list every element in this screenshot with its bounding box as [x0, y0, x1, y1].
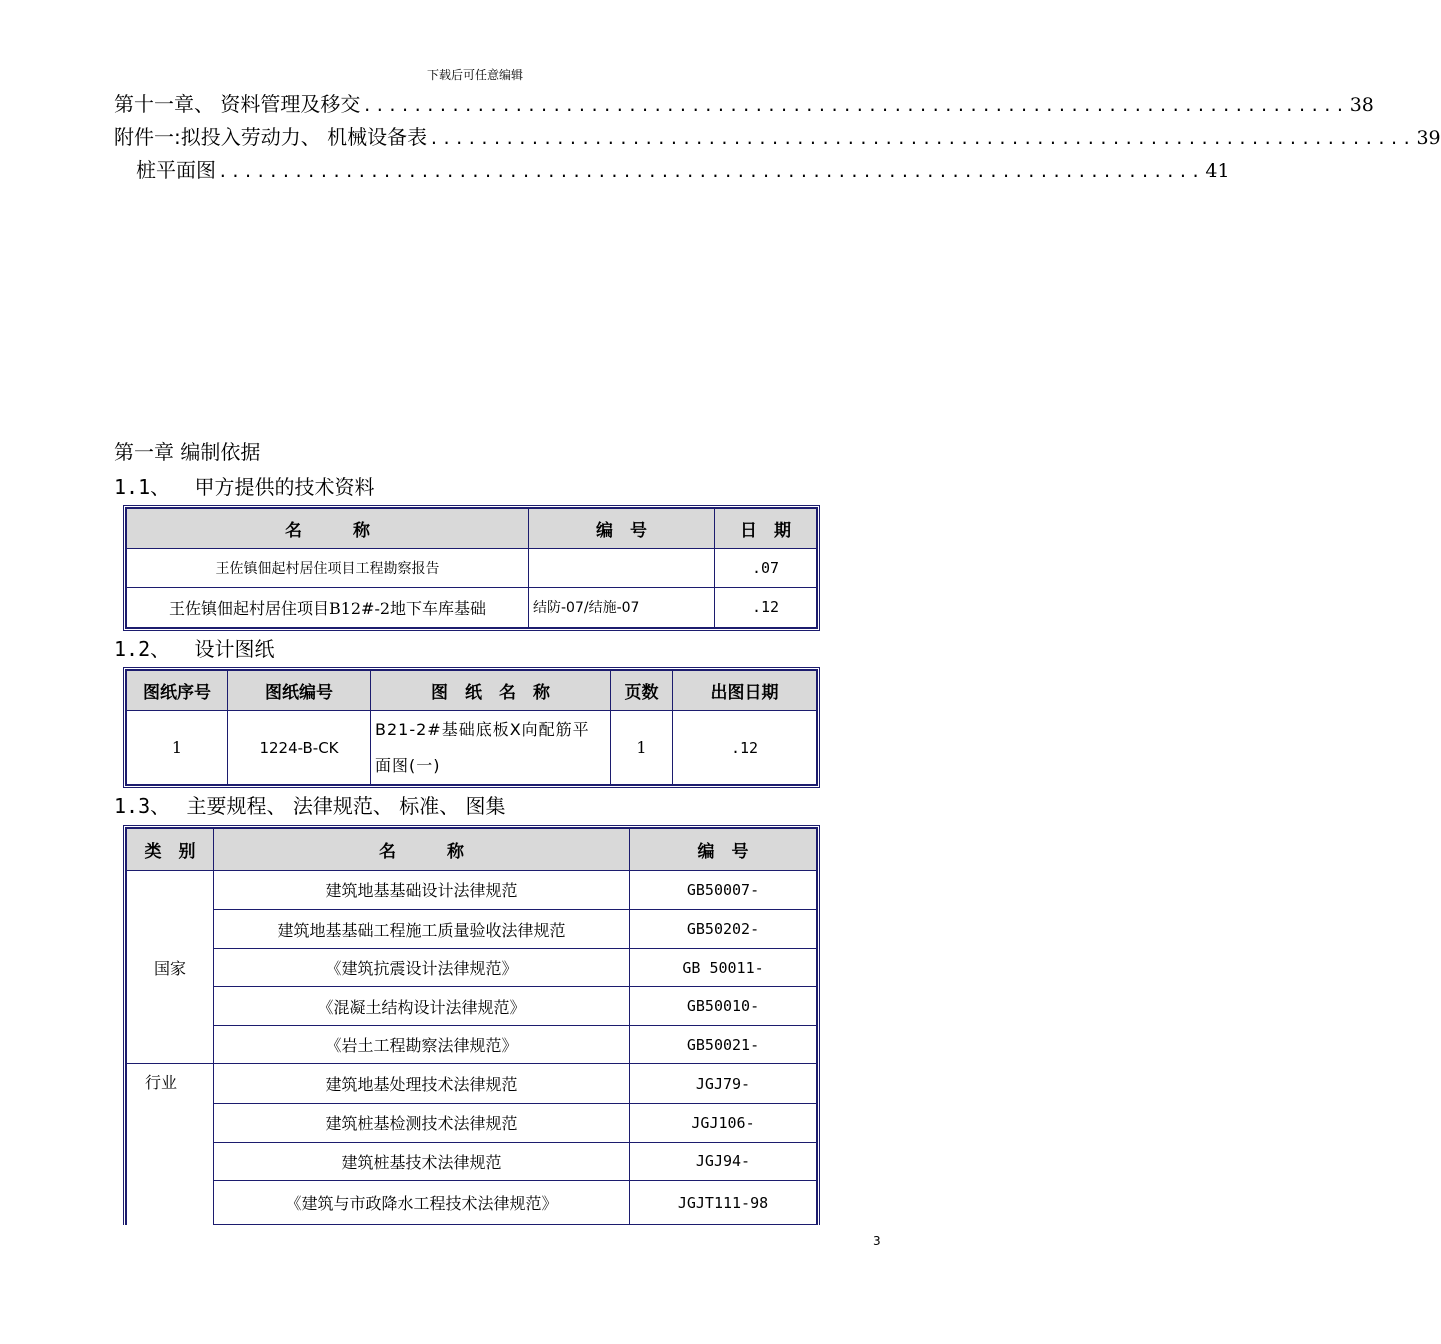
table-cell: 《岩土工程勘察法律规范》	[214, 1025, 630, 1064]
toc-entry-page: 39	[1416, 127, 1441, 149]
toc-entry[interactable]	[114, 121, 1441, 151]
section-heading	[114, 633, 274, 662]
table-row	[127, 587, 817, 627]
toc-entry-title: 第十一章、 资料管理及移交	[114, 92, 361, 116]
table-cell: JGJT111-98	[630, 1181, 817, 1225]
table-cell: JGJ79-	[630, 1064, 817, 1104]
toc-leader-dots: ..............................................................................	[218, 162, 1204, 181]
table-cell: 王佐镇佃起村居住项目B12#-2地下车库基础	[127, 587, 529, 627]
column-header: 名 称	[214, 829, 630, 871]
toc-entry-title: 附件一:拟投入劳动力、 机械设备表	[114, 125, 428, 149]
table-row	[127, 1181, 817, 1225]
table-row	[127, 910, 817, 949]
section-heading	[114, 790, 506, 819]
column-header: 出图日期	[673, 671, 817, 711]
section-title: 主要规程、 法律规范、 标准、 图集	[186, 794, 506, 818]
table-row	[127, 948, 817, 987]
toc-entry-page: 38	[1349, 94, 1374, 116]
table-cell: 《混凝土结构设计法律规范》	[214, 987, 630, 1026]
column-header: 类 别	[127, 829, 214, 871]
table-cell: 建筑地基处理技术法律规范	[214, 1064, 630, 1104]
page-number: 3	[873, 1234, 881, 1248]
table-cell	[529, 549, 715, 587]
column-header: 页数	[611, 671, 673, 711]
chapter-title: 第一章 编制依据	[114, 440, 261, 464]
table-cell: B21-2#基础底板X向配筋平面图(一)	[371, 711, 611, 785]
toc-entry[interactable]	[114, 154, 1230, 184]
table-row	[127, 711, 817, 785]
table-cell: 1224-B-CK	[228, 711, 371, 785]
table-cell: 王佐镇佃起村居住项目工程勘察报告	[127, 549, 529, 587]
table-cell: 建筑桩基技术法律规范	[214, 1142, 630, 1181]
table-cell: 《建筑抗震设计法律规范》	[214, 948, 630, 987]
table-cell: .12	[715, 587, 817, 627]
table-cell: 1	[611, 711, 673, 785]
table-row	[127, 1142, 817, 1181]
toc-leader-dots: ..............................................................................	[429, 129, 1415, 148]
column-header: 图 纸 名 称	[371, 671, 611, 711]
table-cell: .07	[715, 549, 817, 587]
category-cell: 国家	[127, 870, 214, 1064]
technical-data-table	[123, 505, 820, 631]
category-cell: 行业	[127, 1064, 214, 1225]
section-number: 1.2、	[114, 637, 171, 661]
table-row	[127, 987, 817, 1026]
column-header: 图纸序号	[127, 671, 228, 711]
column-header: 图纸编号	[228, 671, 371, 711]
table-row	[127, 549, 817, 587]
column-header: 名 称	[127, 509, 529, 549]
table-cell: GB50007-	[630, 870, 817, 910]
toc-leader-dots: ..............................................................................	[362, 96, 1348, 115]
table-cell: 建筑桩基检测技术法律规范	[214, 1104, 630, 1143]
table-row	[127, 1025, 817, 1064]
table-cell: 1	[127, 711, 228, 785]
table-cell: JGJ94-	[630, 1142, 817, 1181]
table-cell: GB50202-	[630, 910, 817, 949]
page-header-note: 下载后可任意编辑	[426, 68, 523, 82]
table-row	[127, 1064, 817, 1104]
toc-entry-title: 桩平面图	[136, 158, 216, 182]
section-title: 设计图纸	[194, 637, 275, 661]
section-heading	[114, 471, 374, 500]
table-cell: GB50010-	[630, 987, 817, 1026]
table-row	[127, 870, 817, 910]
section-number: 1.1、	[114, 475, 171, 499]
regulations-table	[123, 825, 820, 1225]
design-drawings-table	[123, 667, 820, 788]
column-header: 日 期	[715, 509, 817, 549]
table-cell: 建筑地基基础设计法律规范	[214, 870, 630, 910]
section-number: 1.3、	[114, 794, 171, 818]
table-cell: .12	[673, 711, 817, 785]
table-cell: JGJ106-	[630, 1104, 817, 1143]
section-title: 甲方提供的技术资料	[194, 475, 375, 499]
table-cell: GB50021-	[630, 1025, 817, 1064]
table-cell: 建筑地基基础工程施工质量验收法律规范	[214, 910, 630, 949]
table-row	[127, 1104, 817, 1143]
table-cell: 结防-07/结施-07	[529, 587, 715, 627]
toc-entry-page: 41	[1205, 160, 1230, 182]
column-header: 编 号	[630, 829, 817, 871]
table-cell: 《建筑与市政降水工程技术法律规范》	[214, 1181, 630, 1225]
toc-entry[interactable]	[114, 88, 1374, 118]
column-header: 编 号	[529, 509, 715, 549]
table-cell: GB 50011-	[630, 948, 817, 987]
